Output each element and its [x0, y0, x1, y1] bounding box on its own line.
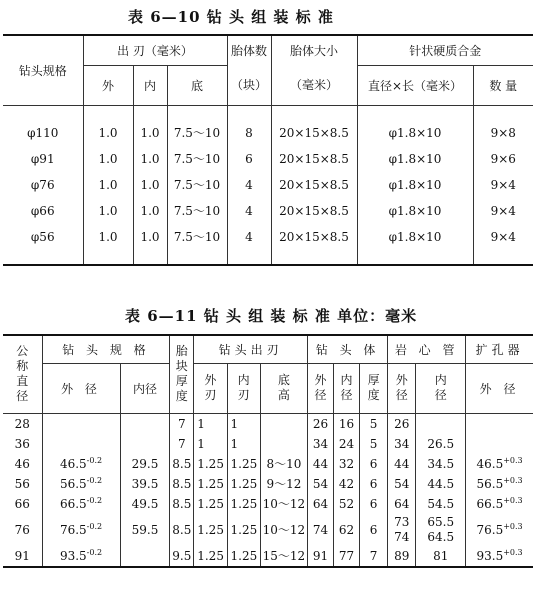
body-thickness-cell: 7: [170, 434, 194, 454]
table1-title: 表 6—10 钻 头 组 装 标 准: [128, 8, 334, 26]
blade-outer-cell: 1.25: [194, 494, 227, 514]
spec-outer-cell: [42, 413, 120, 434]
spec-inner-cell: [120, 413, 170, 434]
blade-outer-cell: 1: [194, 434, 227, 454]
spec-outer-cell: [42, 514, 120, 546]
alloy-qty-cell: 9×8: [490, 125, 516, 140]
reamer-outer-cell: [466, 413, 533, 434]
t2-header-spec: 钻 头 规 格: [42, 335, 170, 363]
body-count-cell: 4: [227, 224, 271, 250]
table1: [3, 34, 533, 266]
table-row: [3, 224, 533, 250]
reamer-outer-cell: [466, 434, 533, 454]
alloy-dim-cell: φ1.8×10: [357, 198, 473, 224]
alloy-qty-cell: 9×4: [490, 229, 516, 244]
t1-header-alloy: 针状硬质合金: [357, 35, 533, 65]
reamer-outer-cell: [466, 514, 533, 546]
bit-inner-cell: 62: [333, 514, 359, 546]
reamer-outer-cell-tolerance: +0.3: [503, 476, 523, 485]
header-char: 刃: [237, 388, 250, 402]
blade-inner-cell: 1.0: [133, 198, 167, 224]
t1-header-alloy-dim: 直径×长（毫米）: [357, 65, 473, 105]
nominal-diameter-cell: 66: [3, 494, 42, 514]
t1-header-blade-outer: 外: [83, 65, 133, 105]
spec-outer-cell-value: 56.5: [59, 477, 87, 491]
bit-thickness-cell: 5: [359, 434, 387, 454]
t2-header-core-outer: [388, 363, 416, 413]
spec-inner-cell: [120, 546, 170, 567]
t1-header-blade-bottom: 底: [167, 65, 227, 105]
blade-outer-cell: 1.25: [194, 546, 227, 567]
header-char: 内: [340, 373, 353, 387]
table-row: [3, 514, 533, 546]
blade-bottom-cell: 7.5～10: [167, 120, 227, 146]
t1-header-count-unit: （块）: [227, 65, 271, 105]
header-char: 公: [16, 344, 29, 359]
header-char: 径: [16, 389, 29, 404]
nominal-diameter-cell: 36: [3, 434, 42, 454]
t2-header-nominal: [3, 335, 42, 413]
blade-bottom-cell: 10～12: [260, 514, 307, 546]
blade-outer-cell: 1.25: [194, 514, 227, 546]
table-row: [3, 494, 533, 514]
body-thickness-cell: 8.5: [170, 454, 194, 474]
reamer-outer-cell-value: 56.5: [476, 477, 504, 491]
t2-header-spec-outer: 外 径: [42, 363, 120, 413]
spec-cell: φ76: [3, 172, 83, 198]
nominal-diameter-cell: 91: [3, 546, 42, 567]
alloy-qty-cell: 9×6: [490, 151, 516, 166]
bit-inner-cell: 77: [333, 546, 359, 567]
blade-inner-cell: 1.25: [227, 494, 260, 514]
body-count-cell: 4: [227, 198, 271, 224]
core-inner-cell: 81: [416, 546, 466, 567]
bit-outer-cell: 44: [307, 454, 333, 474]
nominal-diameter-cell: 56: [3, 474, 42, 494]
alloy-dim-cell: φ1.8×10: [357, 146, 473, 172]
body-count-cell: 6: [227, 146, 271, 172]
spec-cell: φ66: [3, 198, 83, 224]
core-outer-cell: 64: [388, 494, 416, 514]
bit-outer-cell: 26: [307, 413, 333, 434]
t2-header-blade-bottom: [260, 363, 307, 413]
reamer-outer-cell-value: 46.5: [476, 457, 504, 471]
t2-header-body: [170, 335, 194, 413]
spec-inner-cell: [120, 434, 170, 454]
core-inner-cell-line1: 65.5: [427, 514, 455, 529]
body-thickness-cell: 8.5: [170, 514, 194, 546]
table-row: [3, 413, 533, 434]
t2-header-bit-inner: [333, 363, 359, 413]
spec-cell: φ56: [3, 224, 83, 250]
bit-thickness-cell: 5: [359, 413, 387, 434]
t2-header-blade-inner: [227, 363, 260, 413]
header-char: 胎: [175, 344, 188, 359]
spec-inner-cell: 49.5: [120, 494, 170, 514]
reamer-outer-cell: [466, 454, 533, 474]
spec-cell: φ91: [3, 146, 83, 172]
core-inner-cell: 34.5: [416, 454, 466, 474]
t1-header-alloy-qty: 数 量: [473, 65, 533, 105]
bit-outer-cell: 34: [307, 434, 333, 454]
nominal-diameter-cell: 46: [3, 454, 42, 474]
blade-outer-cell: 1.0: [83, 172, 133, 198]
t1-header-count: 胎体数: [227, 35, 271, 65]
body-size-cell: 20×15×8.5: [271, 146, 357, 172]
core-inner-cell-line2: 64.5: [427, 529, 455, 544]
header-char: 内: [237, 373, 250, 387]
spec-outer-cell-value: 76.5: [59, 523, 87, 537]
header-char: 外: [204, 373, 217, 387]
t1-header-size-unit: （毫米）: [271, 65, 357, 105]
t2-header-bit-outer: [307, 363, 333, 413]
spec-outer-cell: [42, 494, 120, 514]
nominal-diameter-cell: 76: [3, 514, 42, 546]
blade-inner-cell: 1.25: [227, 474, 260, 494]
t1-header-spec: 钻头规格: [3, 35, 83, 105]
header-char: 径: [314, 388, 327, 402]
body-thickness-cell: 8.5: [170, 474, 194, 494]
spec-outer-cell-value: 93.5: [59, 549, 87, 563]
bit-thickness-cell: 7: [359, 546, 387, 567]
bit-inner-cell: 24: [333, 434, 359, 454]
t2-header-spec-inner: 内径: [120, 363, 170, 413]
blade-outer-cell: 1: [194, 413, 227, 434]
spec-outer-cell-tolerance: -0.2: [86, 476, 103, 485]
blade-outer-cell: 1.0: [83, 224, 133, 250]
blade-inner-cell: 1.0: [133, 146, 167, 172]
reamer-outer-cell-tolerance: +0.3: [503, 496, 523, 505]
core-outer-cell: 89: [388, 546, 416, 567]
reamer-outer-cell-value: 93.5: [476, 549, 504, 563]
blade-outer-cell: 1.0: [83, 120, 133, 146]
nominal-diameter-cell: 28: [3, 413, 42, 434]
blade-outer-cell: 1.0: [83, 198, 133, 224]
body-count-cell: 8: [227, 120, 271, 146]
header-char: 度: [175, 389, 188, 404]
body-size-cell: 20×15×8.5: [271, 224, 357, 250]
body-size-cell: 20×15×8.5: [271, 198, 357, 224]
header-char: 外: [314, 373, 327, 387]
body-thickness-cell: 8.5: [170, 494, 194, 514]
table-row: [3, 198, 533, 224]
spec-outer-cell: [42, 546, 120, 567]
header-char: 称: [16, 359, 29, 374]
reamer-outer-cell: [466, 474, 533, 494]
core-outer-cell-line2: 74: [394, 529, 410, 544]
blade-bottom-cell: [260, 434, 307, 454]
header-char: 块: [175, 359, 188, 374]
header-char: 直: [16, 374, 29, 389]
core-inner-cell: [416, 514, 466, 546]
spec-outer-cell-value: 46.5: [59, 457, 87, 471]
core-inner-cell: 44.5: [416, 474, 466, 494]
blade-bottom-cell: 7.5～10: [167, 198, 227, 224]
blade-outer-cell: 1.25: [194, 454, 227, 474]
core-outer-cell-line1: 73: [394, 514, 410, 529]
alloy-qty-cell: 9×4: [490, 177, 516, 192]
spec-outer-cell-tolerance: -0.2: [86, 456, 103, 465]
spec-outer-cell: [42, 454, 120, 474]
header-char: 底: [277, 373, 290, 387]
body-count-cell: 4: [227, 172, 271, 198]
blade-inner-cell: 1.0: [133, 224, 167, 250]
spec-inner-cell: 39.5: [120, 474, 170, 494]
table2: [3, 334, 533, 568]
header-char: 刃: [204, 388, 217, 402]
bit-outer-cell: 74: [307, 514, 333, 546]
blade-inner-cell: 1: [227, 434, 260, 454]
blade-bottom-cell: 8～10: [260, 454, 307, 474]
body-size-cell: 20×15×8.5: [271, 120, 357, 146]
t2-header-reamer-outer: 外 径: [466, 363, 533, 413]
t2-header-reamer: 扩孔器: [466, 335, 533, 363]
body-thickness-cell: 7: [170, 413, 194, 434]
table-row: [3, 146, 533, 172]
t1-header-size: 胎体大小: [271, 35, 357, 65]
blade-bottom-cell: 9～12: [260, 474, 307, 494]
blade-inner-cell: 1.25: [227, 546, 260, 567]
core-outer-cell: 26: [388, 413, 416, 434]
blade-bottom-cell: 10～12: [260, 494, 307, 514]
table-row: [3, 454, 533, 474]
t2-header-blade-outer: [194, 363, 227, 413]
blade-inner-cell: 1: [227, 413, 260, 434]
core-outer-cell: 44: [388, 454, 416, 474]
table-row: [3, 120, 533, 146]
bit-inner-cell: 32: [333, 454, 359, 474]
blade-bottom-cell: 7.5～10: [167, 172, 227, 198]
bit-thickness-cell: 6: [359, 454, 387, 474]
t2-header-core: 岩 心 管: [388, 335, 466, 363]
core-inner-cell: [416, 413, 466, 434]
blade-outer-cell: 1.25: [194, 474, 227, 494]
spec-inner-cell: 59.5: [120, 514, 170, 546]
reamer-outer-cell: [466, 546, 533, 567]
bit-thickness-cell: 6: [359, 494, 387, 514]
reamer-outer-cell: [466, 494, 533, 514]
reamer-outer-cell-value: 66.5: [476, 497, 504, 511]
header-char: 内: [434, 373, 447, 387]
core-inner-cell: 26.5: [416, 434, 466, 454]
blade-bottom-cell: 7.5～10: [167, 224, 227, 250]
reamer-outer-cell-tolerance: +0.3: [503, 456, 523, 465]
bit-thickness-cell: 6: [359, 474, 387, 494]
body-size-cell: 20×15×8.5: [271, 172, 357, 198]
core-outer-cell: 54: [388, 474, 416, 494]
alloy-dim-cell: φ1.8×10: [357, 172, 473, 198]
header-char: 度: [367, 388, 380, 402]
alloy-dim-cell: φ1.8×10: [357, 120, 473, 146]
header-char: 径: [434, 388, 447, 402]
table-row: [3, 434, 533, 454]
blade-bottom-cell: 7.5～10: [167, 146, 227, 172]
blade-bottom-cell: 15～12: [260, 546, 307, 567]
t1-header-blade-inner: 内: [133, 65, 167, 105]
blade-inner-cell: 1.0: [133, 172, 167, 198]
body-thickness-cell: 9.5: [170, 546, 194, 567]
header-char: 外: [395, 373, 408, 387]
header-char: 径: [340, 388, 353, 402]
blade-inner-cell: 1.0: [133, 120, 167, 146]
t1-header-blade: 出 刃（毫米）: [83, 35, 227, 65]
bit-outer-cell: 54: [307, 474, 333, 494]
core-outer-cell: [388, 514, 416, 546]
t2-header-blade: 钻头出刃: [194, 335, 308, 363]
header-char: 厚: [175, 374, 188, 389]
spec-cell: φ110: [3, 120, 83, 146]
t2-header-core-inner: [416, 363, 466, 413]
bit-outer-cell: 64: [307, 494, 333, 514]
t2-header-bit: 钻 头 体: [307, 335, 387, 363]
table-row: [3, 172, 533, 198]
blade-outer-cell: 1.0: [83, 146, 133, 172]
alloy-dim-cell: φ1.8×10: [357, 224, 473, 250]
alloy-qty-cell: 9×4: [490, 203, 516, 218]
spec-outer-cell-tolerance: -0.2: [86, 522, 103, 531]
spec-outer-cell-value: 66.5: [59, 497, 87, 511]
bit-outer-cell: 91: [307, 546, 333, 567]
header-char: 径: [395, 388, 408, 402]
bit-inner-cell: 16: [333, 413, 359, 434]
bit-inner-cell: 52: [333, 494, 359, 514]
reamer-outer-cell-value: 76.5: [476, 523, 504, 537]
core-inner-cell: 54.5: [416, 494, 466, 514]
header-char: 厚: [367, 373, 380, 387]
reamer-outer-cell-tolerance: +0.3: [503, 548, 523, 557]
table-row: [3, 546, 533, 567]
bit-thickness-cell: 6: [359, 514, 387, 546]
core-outer-cell: 34: [388, 434, 416, 454]
reamer-outer-cell-tolerance: +0.3: [503, 522, 523, 531]
spec-outer-cell: [42, 474, 120, 494]
t2-header-bit-thick: [359, 363, 387, 413]
spec-outer-cell: [42, 434, 120, 454]
table2-title: 表 6—11 钻 头 组 装 标 准 单位：毫米: [125, 307, 418, 325]
blade-inner-cell: 1.25: [227, 454, 260, 474]
blade-bottom-cell: [260, 413, 307, 434]
bit-inner-cell: 42: [333, 474, 359, 494]
spec-outer-cell-tolerance: -0.2: [86, 496, 103, 505]
blade-inner-cell: 1.25: [227, 514, 260, 546]
header-char: 高: [277, 388, 290, 402]
spec-inner-cell: 29.5: [120, 454, 170, 474]
spec-outer-cell-tolerance: -0.2: [86, 548, 103, 557]
table-row: [3, 474, 533, 494]
